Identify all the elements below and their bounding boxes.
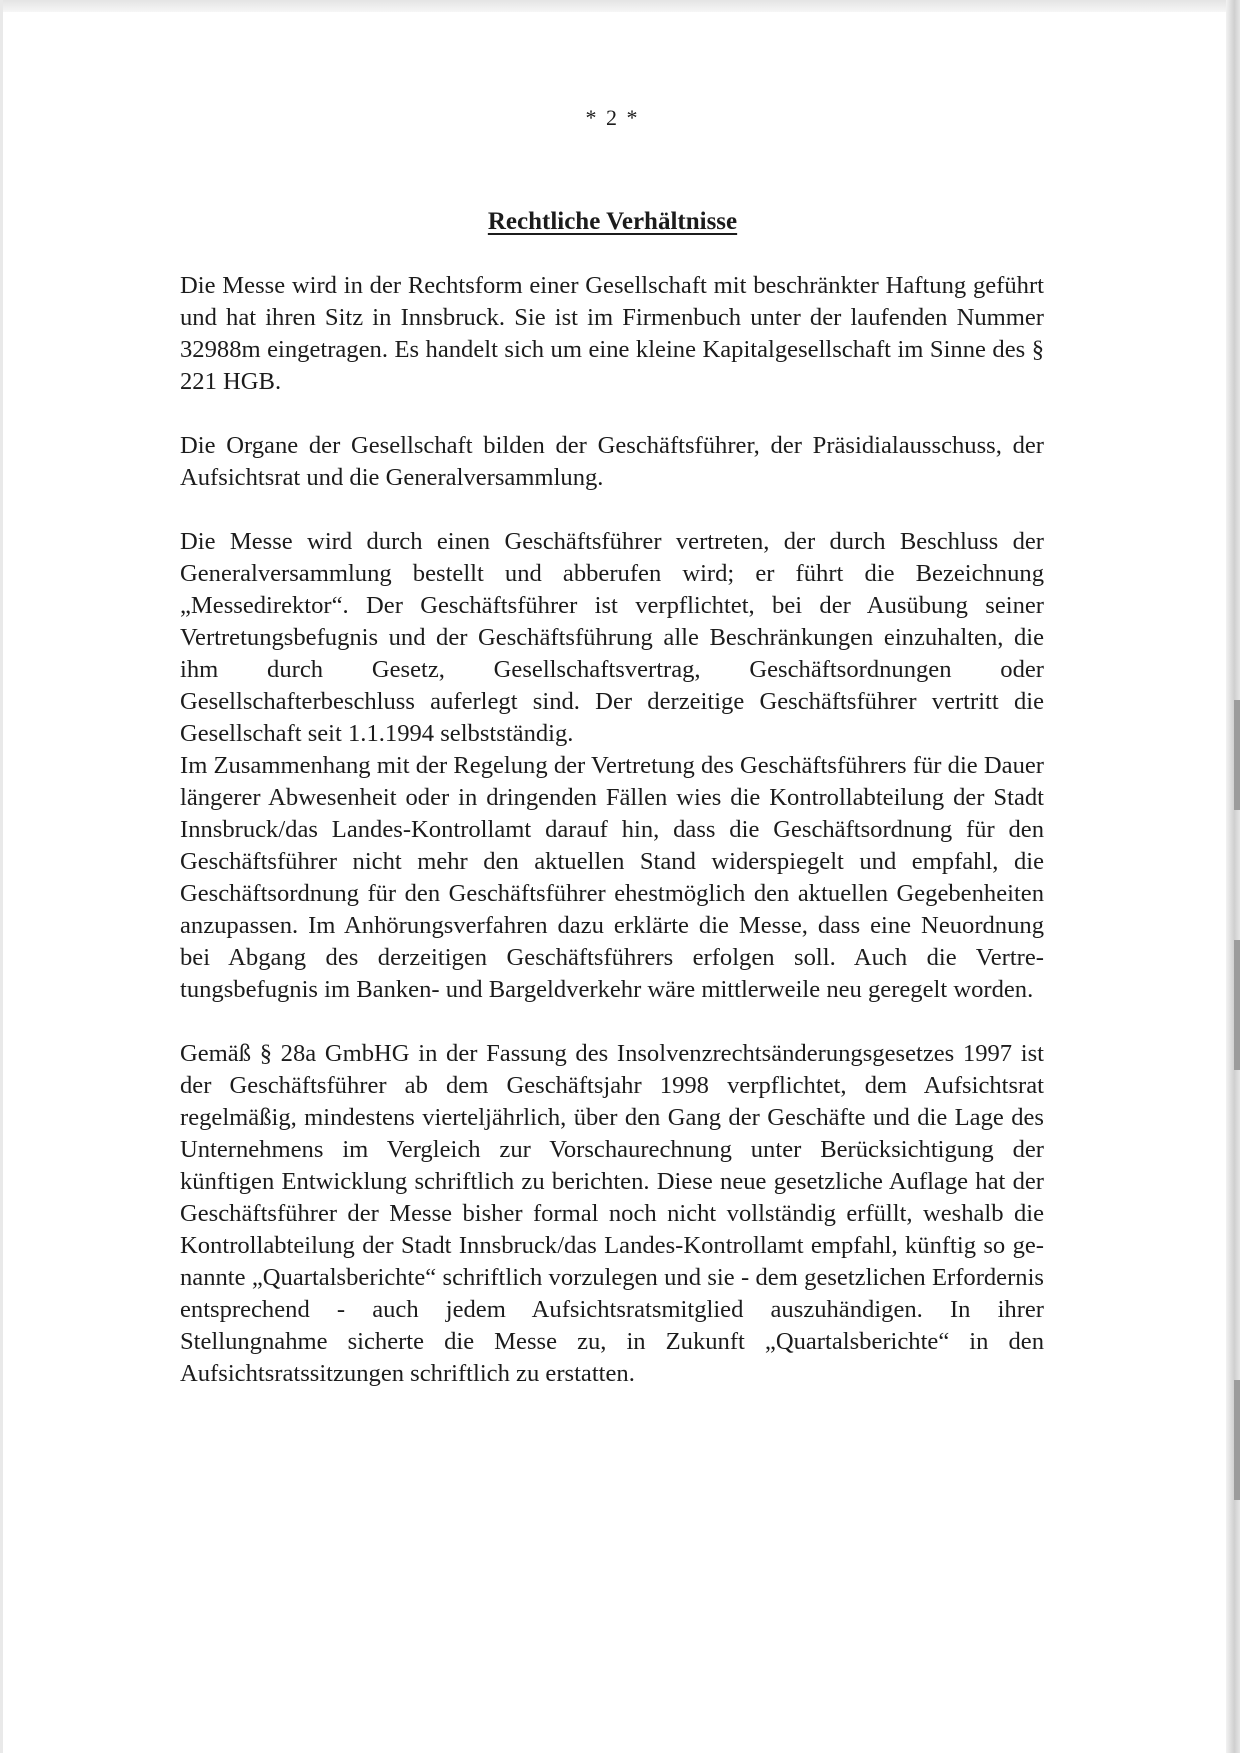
paragraph-legal-form: Die Messe wird in der Rechtsform einer Gesellschaft mit beschränkter Haftung geführt und hat ihren Sitz in Innsbruck. Sie ist im Firmenbuch unter der laufenden Nummer 32988m eingetragen. Es handelt sich um eine kleine Kapitalgesellschaft im Sinne des § 221 HGB. bbox=[180, 272, 1044, 395]
paragraph-rules-of-procedure: Im Zusammenhang mit der Regelung der Vertretung des Geschäftsführers für die Dauer längerer Abwesenheit oder in dringenden Fällen wies die Kontrollabteilung der Stadt Innsbruck/das Landes-Kontrollamt darauf hin, dass die Geschäftsordnung für den Geschäftsführer nicht mehr den aktuellen Stand widerspiegelt und empfahl, die Geschäftsordnung für den Geschäftsführer ehestmöglich den aktuellen Gegebenheiten anzupassen. Im Anhörungsverfahren dazu erklärte die Messe, dass eine Neuordnung bei Abgang des derzeitigen Geschäftsführers erfolgen soll. Auch die Vertretungsbefugnis im Banken- und Bargeldverkehr wäre mittlerweile neu geregelt worden. bbox=[180, 752, 1044, 1003]
paragraph-representation: Die Messe wird durch einen Geschäftsführer vertreten, der durch Beschluss der Generalversammlung bestellt und abberufen wird; er führt die Bezeichnung „Messedirektor“. Der Geschäftsführer ist verpflichtet, bei der Ausübung seiner Vertretungsbefugnis und der Geschäftsführung alle Beschränkungen einzuhalten, die ihm durch Gesetz, Gesellschaftsvertrag, Geschäftsordnungen oder Gesellschafterbeschluss auferlegt sind. Der derzeitige Geschäftsführer vertritt die Gesellschaft seit 1.1.1994 selbstständig. bbox=[180, 528, 1044, 747]
section-title: Rechtliche Verhältnisse bbox=[487, 208, 738, 235]
paragraph-organs: Die Organe der Gesellschaft bilden der Geschäftsführer, der Präsidialausschuss, der Aufsichtsrat und die Generalversammlung. bbox=[180, 432, 1044, 491]
scan-shadow-mark bbox=[1234, 700, 1240, 810]
paragraph-quarterly-reports: Gemäß § 28a GmbHG in der Fassung des Insolvenzrechtsänderungsgesetzes 1997 ist der Geschäftsführer ab dem Geschäftsjahr 1998 verpflichtet, dem Aufsichtsrat regelmäßig, mindestens vierteljährlich, über den Gang der Geschäfte und die Lage des Unternehmens im Vergleich zur Vorschaurechnung unter Berücksichtigung der künftigen Entwicklung schriftlich zu berichten. Diese neue gesetzliche Auflage hat der Geschäftsführer der Messe bisher formal noch nicht vollständig erfüllt, weshalb die Kontrollabteilung der Stadt Innsbruck/das Landes-Kontrollamt empfahl, künftig so genannte „Quartalsberichte“ schriftlich vorzulegen und sie - dem gesetzlichen Erfordernis entsprechend - auch jedem Aufsichtsratsmitglied auszuhändigen. In ihrer Stellungnahme sicherte die Messe zu, in Zukunft „Quartalsberichte“ in den Aufsichtsratssitzungen schriftlich zu erstatten. bbox=[180, 1040, 1044, 1387]
scan-edge-left bbox=[0, 0, 3, 1753]
page-number: * 2 * bbox=[585, 105, 640, 130]
scan-edge-top bbox=[0, 0, 1240, 12]
scan-shadow-mark bbox=[1234, 940, 1240, 1070]
scan-shadow-mark bbox=[1234, 1380, 1240, 1500]
document-body bbox=[180, 270, 1044, 1390]
